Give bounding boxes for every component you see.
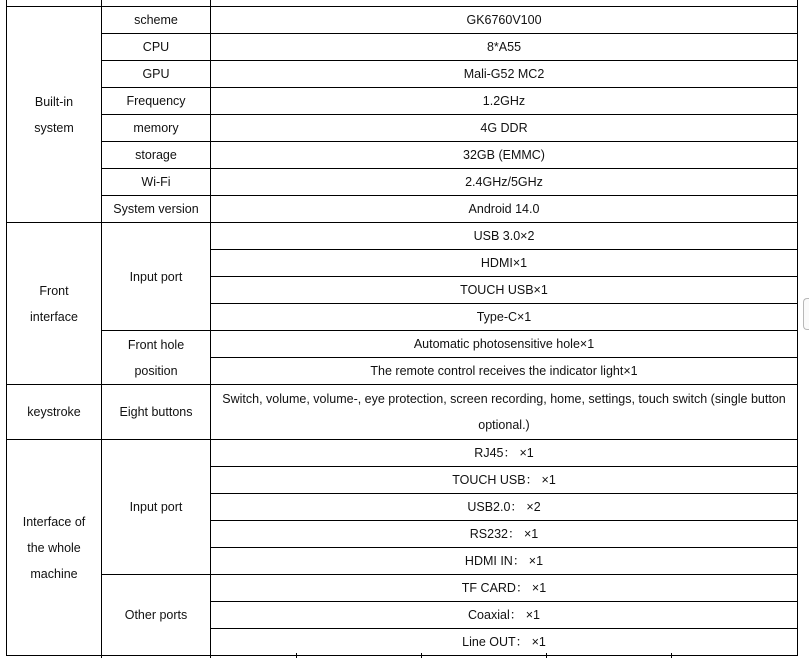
category-label: Front <box>39 283 69 298</box>
spec-value: The remote control receives the indicator light×1 <box>211 358 798 385</box>
spec-value: HDMI×1 <box>211 250 798 277</box>
bottom-tick <box>671 653 672 658</box>
table-row <box>7 196 798 223</box>
table-row <box>7 331 798 358</box>
category-keystroke: keystroke <box>7 385 102 440</box>
table-row <box>7 223 798 250</box>
category-built-in-system <box>7 7 102 223</box>
spec-label: scheme <box>102 7 211 34</box>
table-row <box>7 61 798 88</box>
sub-label-input-port: Input port <box>102 223 211 331</box>
spec-value: Switch, volume, volume-, eye protection, screen recording, home, settings, touch switch (single button optional.) <box>211 385 798 440</box>
sub-label: position <box>134 363 178 378</box>
spec-value: TOUCH USB： ×1 <box>211 467 798 494</box>
spec-value: TF CARD： ×1 <box>211 575 798 602</box>
spec-value: 2.4GHz/5GHz <box>211 169 798 196</box>
spec-value: Type-C×1 <box>211 304 798 331</box>
sub-label-front-hole <box>102 331 211 385</box>
spec-label: memory <box>102 115 211 142</box>
spec-label: storage <box>102 142 211 169</box>
spec-label: System version <box>102 196 211 223</box>
spec-value: USB2.0： ×2 <box>211 494 798 521</box>
spec-value: RS232： ×1 <box>211 521 798 548</box>
table-row <box>7 169 798 196</box>
spec-label: Frequency <box>102 88 211 115</box>
bottom-tick <box>296 653 297 658</box>
table-row <box>7 575 798 602</box>
table-row <box>7 34 798 61</box>
category-label: Built-in <box>34 94 74 109</box>
category-label: machine <box>30 566 78 581</box>
spec-value: HDMI IN： ×1 <box>211 548 798 575</box>
table-row <box>7 385 798 440</box>
table-row <box>7 88 798 115</box>
category-whole-machine <box>7 440 102 656</box>
bottom-tick <box>101 653 102 658</box>
category-label: the whole <box>27 540 81 555</box>
table-row <box>7 7 798 34</box>
spec-value: 1.2GHz <box>211 88 798 115</box>
table-row <box>7 440 798 467</box>
spec-value: Automatic photosensitive hole×1 <box>211 331 798 358</box>
spec-label: Wi-Fi <box>102 169 211 196</box>
spec-value: GK6760V100 <box>211 7 798 34</box>
side-panel-handle[interactable] <box>803 298 809 330</box>
table-row <box>7 115 798 142</box>
spec-value: TOUCH USB×1 <box>211 277 798 304</box>
spec-value: Android 14.0 <box>211 196 798 223</box>
spec-label: GPU <box>102 61 211 88</box>
spec-value: Mali-G52 MC2 <box>211 61 798 88</box>
bottom-tick <box>546 653 547 658</box>
spec-value: RJ45： ×1 <box>211 440 798 467</box>
category-label: interface <box>30 309 78 324</box>
table-row <box>7 142 798 169</box>
sub-label-input-port: Input port <box>102 440 211 575</box>
category-label: Interface of <box>22 514 86 529</box>
spec-value: 4G DDR <box>211 115 798 142</box>
category-label: system <box>34 120 74 135</box>
spec-value: 32GB (EMMC) <box>211 142 798 169</box>
spec-value: Coaxial： ×1 <box>211 602 798 629</box>
spec-table <box>6 0 798 656</box>
bottom-tick <box>421 653 422 658</box>
spec-value: USB 3.0×2 <box>211 223 798 250</box>
bottom-tick <box>210 653 211 658</box>
spec-value: Line OUT： ×1 <box>211 629 798 656</box>
sub-label-eight-buttons: Eight buttons <box>102 385 211 440</box>
category-front-interface <box>7 223 102 385</box>
sub-label-other-ports: Other ports <box>102 575 211 656</box>
spec-label: CPU <box>102 34 211 61</box>
spec-value: 8*A55 <box>211 34 798 61</box>
sub-label: Front hole <box>127 337 185 352</box>
